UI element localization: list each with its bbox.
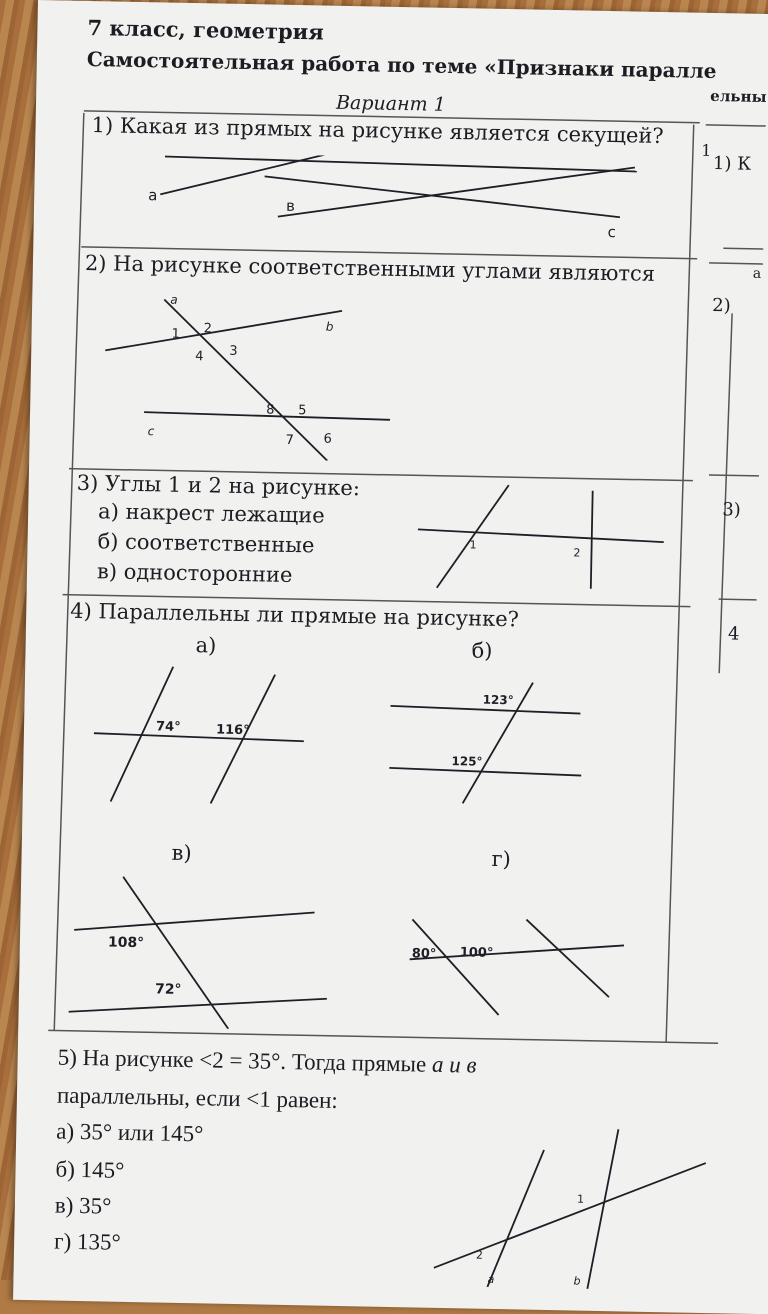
q2-label-c: c: [147, 424, 155, 439]
q4b-angle-125: 125°: [451, 754, 483, 769]
q5-angle-1: 1: [576, 1192, 585, 1206]
q5-option-a: а) 35° или 145°: [56, 1118, 204, 1147]
q4a-figure: [82, 661, 325, 816]
question-2: 2) На рисунке соответственными углами являются: [84, 250, 656, 286]
worksheet-paper: [13, 0, 768, 1314]
q5-option-b: б) 145°: [55, 1156, 125, 1183]
q4b-figure: [382, 672, 615, 826]
q1-figure: [113, 152, 675, 263]
q4c-figure: [68, 866, 351, 1031]
q3-option-c: в) односторонние: [96, 559, 293, 587]
q3-slanted-line: [437, 484, 509, 589]
q4-part-b-label: б): [471, 638, 493, 663]
q5-line-b: [587, 1129, 618, 1290]
q4d-left-transversal: [411, 919, 501, 1015]
q5-option-d: г) 135°: [53, 1228, 121, 1255]
q2-line-b: [105, 306, 342, 355]
q4d-right-transversal: [525, 920, 610, 998]
q2-angle-7: 7: [285, 432, 295, 448]
q4c-upper-line: [74, 908, 314, 935]
q4b-angle-123: 123°: [482, 692, 514, 708]
q4d-angle-100: 100°: [459, 945, 494, 961]
q4b-lower-line: [389, 768, 581, 776]
q2-label-a: a: [170, 292, 178, 307]
q5-figure: [433, 1108, 726, 1294]
q3-figure: [407, 477, 689, 602]
q3-angle-1: 1: [469, 538, 477, 552]
question-3: 3) Углы 1 и 2 на рисунке:: [76, 470, 361, 501]
question-5-line-2: параллельны, если <1 равен:: [56, 1082, 339, 1113]
q4-part-a-label: а): [195, 633, 217, 658]
side-question-2: 2): [712, 295, 731, 317]
side-question-4: 4: [727, 623, 740, 645]
side-number-1: 1: [701, 140, 712, 160]
q2-angle-5: 5: [298, 403, 307, 419]
q2-label-b: b: [325, 319, 334, 334]
question-4: 4) Параллельны ли прямые на рисунке?: [70, 598, 520, 632]
q4d-figure: [399, 887, 641, 1022]
q4-part-c-label: в): [171, 840, 192, 866]
work-title: Самостоятельная работа по теме «Признаки паралле: [86, 46, 717, 84]
q4-part-d-label: г): [491, 846, 512, 872]
q3-option-b: б) соответственные: [97, 529, 315, 558]
q3-horizontal-line: [418, 529, 664, 542]
q1-label-c: с: [607, 222, 617, 242]
q1-label-b: в: [285, 196, 296, 215]
q4c-angle-108: 108°: [107, 934, 145, 952]
q2-angle-4: 4: [195, 349, 204, 365]
q5-option-c: в) 35°: [54, 1192, 112, 1219]
q4a-angle-74: 74°: [155, 719, 181, 735]
q2-angle-1: 1: [171, 326, 181, 342]
q5-line-a: [487, 1149, 544, 1288]
q2-angle-3: 3: [229, 343, 238, 359]
q5-line-variables: а и в: [431, 1051, 477, 1078]
q3-option-a: а) накрест лежащие: [97, 499, 325, 528]
q2-angle-8: 8: [266, 402, 275, 418]
variant-label: Вариант 1: [335, 91, 446, 116]
work-title-tail: ельны: [710, 86, 767, 107]
side-letter-a: а: [752, 265, 762, 282]
q5-label-a: a: [487, 1272, 495, 1286]
q2-angle-2: 2: [203, 321, 213, 337]
q2-figure: [89, 286, 432, 462]
q5-label-b: b: [573, 1274, 581, 1288]
q1-label-a: а: [148, 186, 158, 205]
q3-angle-2: 2: [573, 546, 581, 560]
q4a-horizontal-line: [94, 733, 304, 741]
q5-transversal: [434, 1158, 706, 1273]
q4a-angle-116: 116°: [215, 722, 250, 739]
question-5-line-1: 5) На рисунке <2 = 35°. Тогда прямые а и в: [57, 1044, 477, 1078]
q3-vertical-line: [591, 491, 593, 589]
question-1: 1) Какая из прямых на рисунке является секущей?: [91, 113, 664, 149]
q4c-lower-line: [69, 994, 327, 1017]
side-question-3: 3): [722, 499, 742, 521]
side-question-1: 1) К: [712, 152, 752, 175]
class-title: 7 класс, геометрия: [87, 14, 325, 45]
q5-angle-2: 2: [475, 1248, 484, 1262]
q4d-angle-80: 80°: [411, 946, 437, 962]
q4b-upper-line: [390, 706, 580, 714]
q2-angle-6: 6: [323, 431, 333, 447]
q4c-angle-72: 72°: [154, 981, 182, 998]
q2-transversal-a: [161, 299, 333, 460]
